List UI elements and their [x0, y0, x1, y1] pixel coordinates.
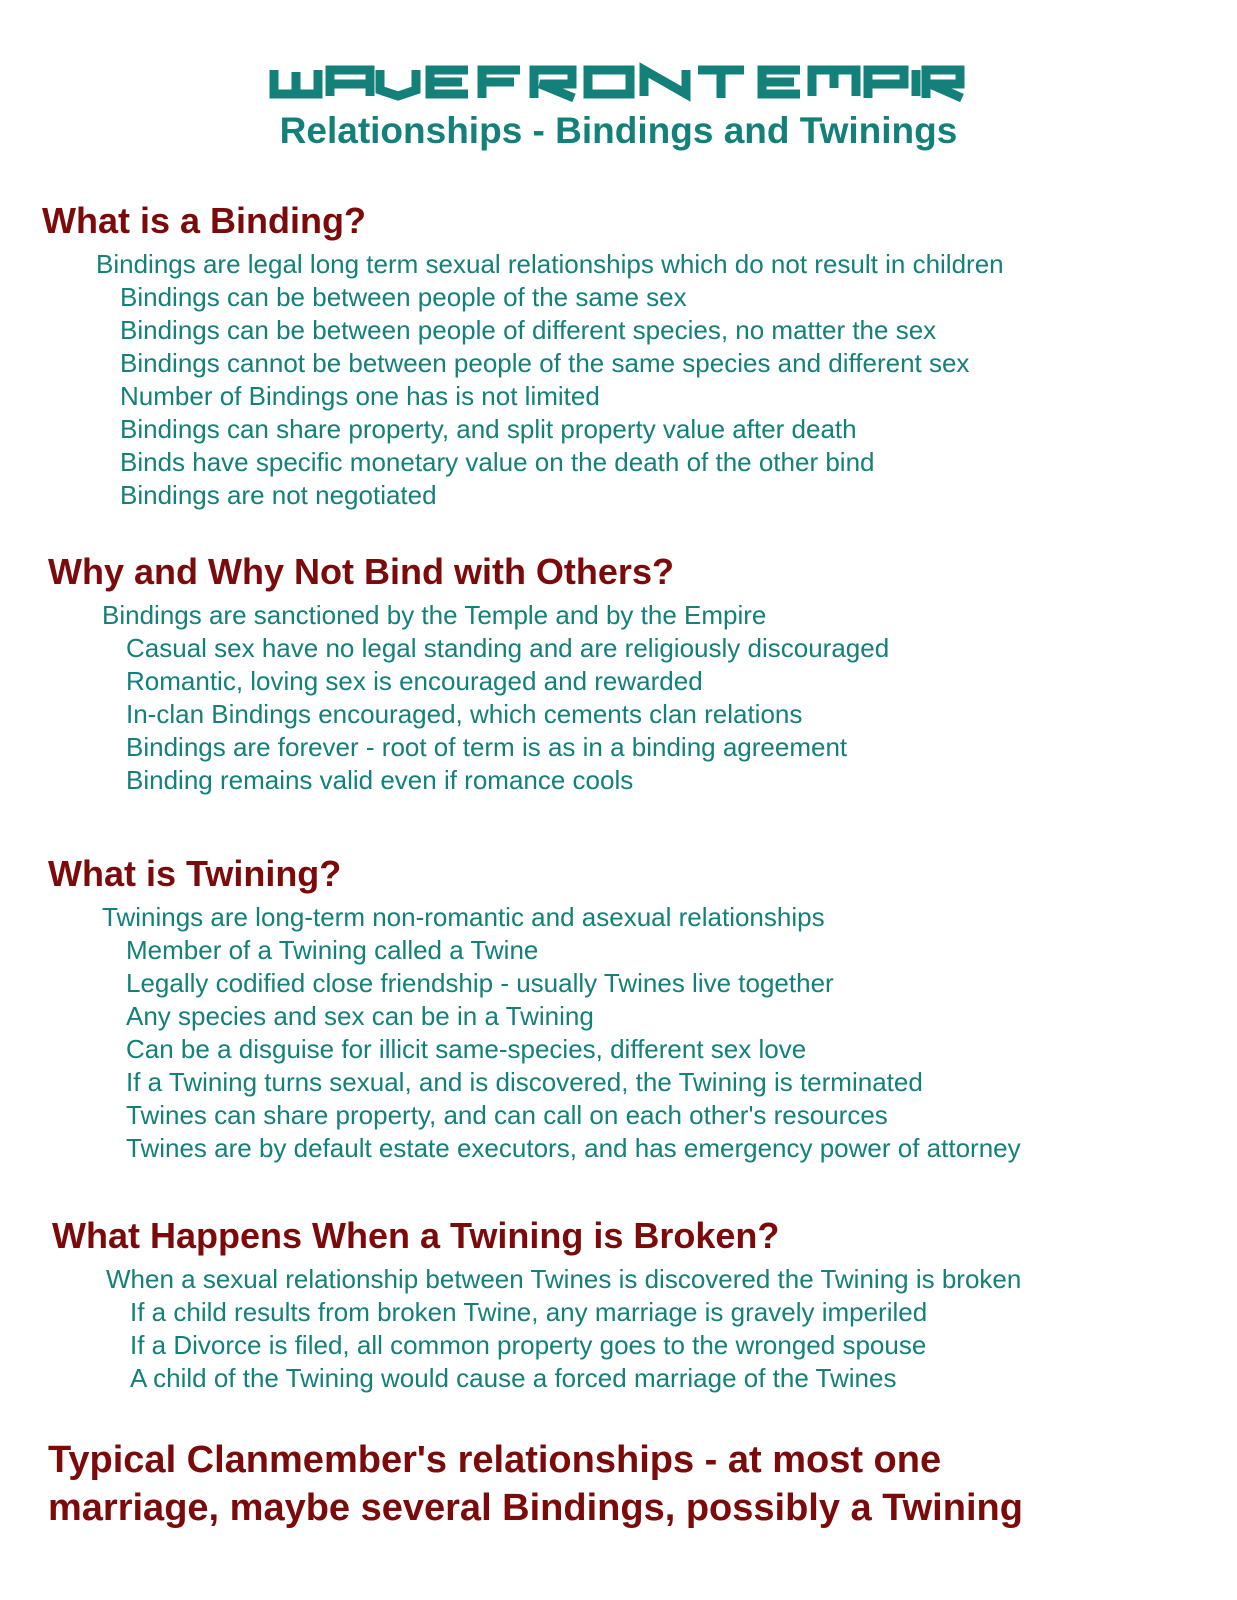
- list-item: Any species and sex can be in a Twining: [126, 1001, 594, 1031]
- section-items: [120, 281, 1004, 512]
- list-item: Can be a disguise for illicit same-species, different sex love: [126, 1034, 807, 1064]
- list-item: Romantic, loving sex is encouraged and rewarded: [126, 666, 703, 696]
- section-twining-broken: [52, 1215, 1021, 1395]
- section-binding: [42, 200, 1004, 512]
- closing-line: Typical Clanmember's relationships - at most one: [48, 1439, 942, 1481]
- list-item: Member of a Twining called a Twine: [126, 935, 539, 965]
- list-item: Bindings can be between people of the same sex: [120, 282, 687, 312]
- list-item: Binding remains valid even if romance cools: [126, 765, 634, 795]
- list-item: Binds have specific monetary value on the death of the other bind: [120, 447, 875, 477]
- list-item: Bindings can share property, and split property value after death: [120, 414, 857, 444]
- section-twining: [48, 853, 1021, 1165]
- list-item: If a Twining turns sexual, and is discovered, the Twining is terminated: [126, 1067, 923, 1097]
- section-lead: Bindings are sanctioned by the Temple and by the Empire: [102, 600, 767, 630]
- list-item: Number of Bindings one has is not limited: [120, 381, 600, 411]
- section-heading: What Happens When a Twining is Broken?: [52, 1215, 780, 1256]
- section-heading: What is Twining?: [48, 853, 342, 894]
- list-item: In-clan Bindings encouraged, which cements clan relations: [126, 699, 803, 729]
- section-items: [126, 934, 1021, 1165]
- closing-statement: [48, 1436, 1208, 1532]
- section-items: [130, 1296, 1021, 1395]
- list-item: Bindings are not negotiated: [120, 480, 437, 510]
- list-item: Bindings can be between people of different species, no matter the sex: [120, 315, 937, 345]
- section-why-bind: [48, 551, 889, 797]
- section-lead: Twinings are long-term non-romantic and asexual relationships: [102, 902, 825, 932]
- list-item: Bindings are forever - root of term is as in a binding agreement: [126, 732, 848, 762]
- list-item: A child of the Twining would cause a forced marriage of the Twines: [130, 1363, 897, 1393]
- closing-line: marriage, maybe several Bindings, possibly a Twining: [48, 1487, 1023, 1529]
- list-item: Twines can share property, and can call on each other's resources: [126, 1100, 888, 1130]
- list-item: Legally codified close friendship - usually Twines live together: [126, 968, 834, 998]
- list-item: If a Divorce is filed, all common property goes to the wronged spouse: [130, 1330, 927, 1360]
- section-lead: Bindings are legal long term sexual relationships which do not result in children: [96, 249, 1004, 279]
- section-lead: When a sexual relationship between Twines is discovered the Twining is broken: [106, 1264, 1022, 1294]
- list-item: Bindings cannot be between people of the same species and different sex: [120, 348, 970, 378]
- section-items: [126, 632, 889, 797]
- section-heading: Why and Why Not Bind with Others?: [48, 551, 674, 592]
- wavefront-empire-logo: [0, 58, 1237, 108]
- page-subtitle: Relationships - Bindings and Twinings: [279, 110, 958, 151]
- list-item: Twines are by default estate executors, and has emergency power of attorney: [126, 1133, 1021, 1163]
- list-item: Casual sex have no legal standing and are religiously discouraged: [126, 633, 890, 663]
- list-item: If a child results from broken Twine, any marriage is gravely imperiled: [130, 1297, 928, 1327]
- section-heading: What is a Binding?: [42, 200, 366, 241]
